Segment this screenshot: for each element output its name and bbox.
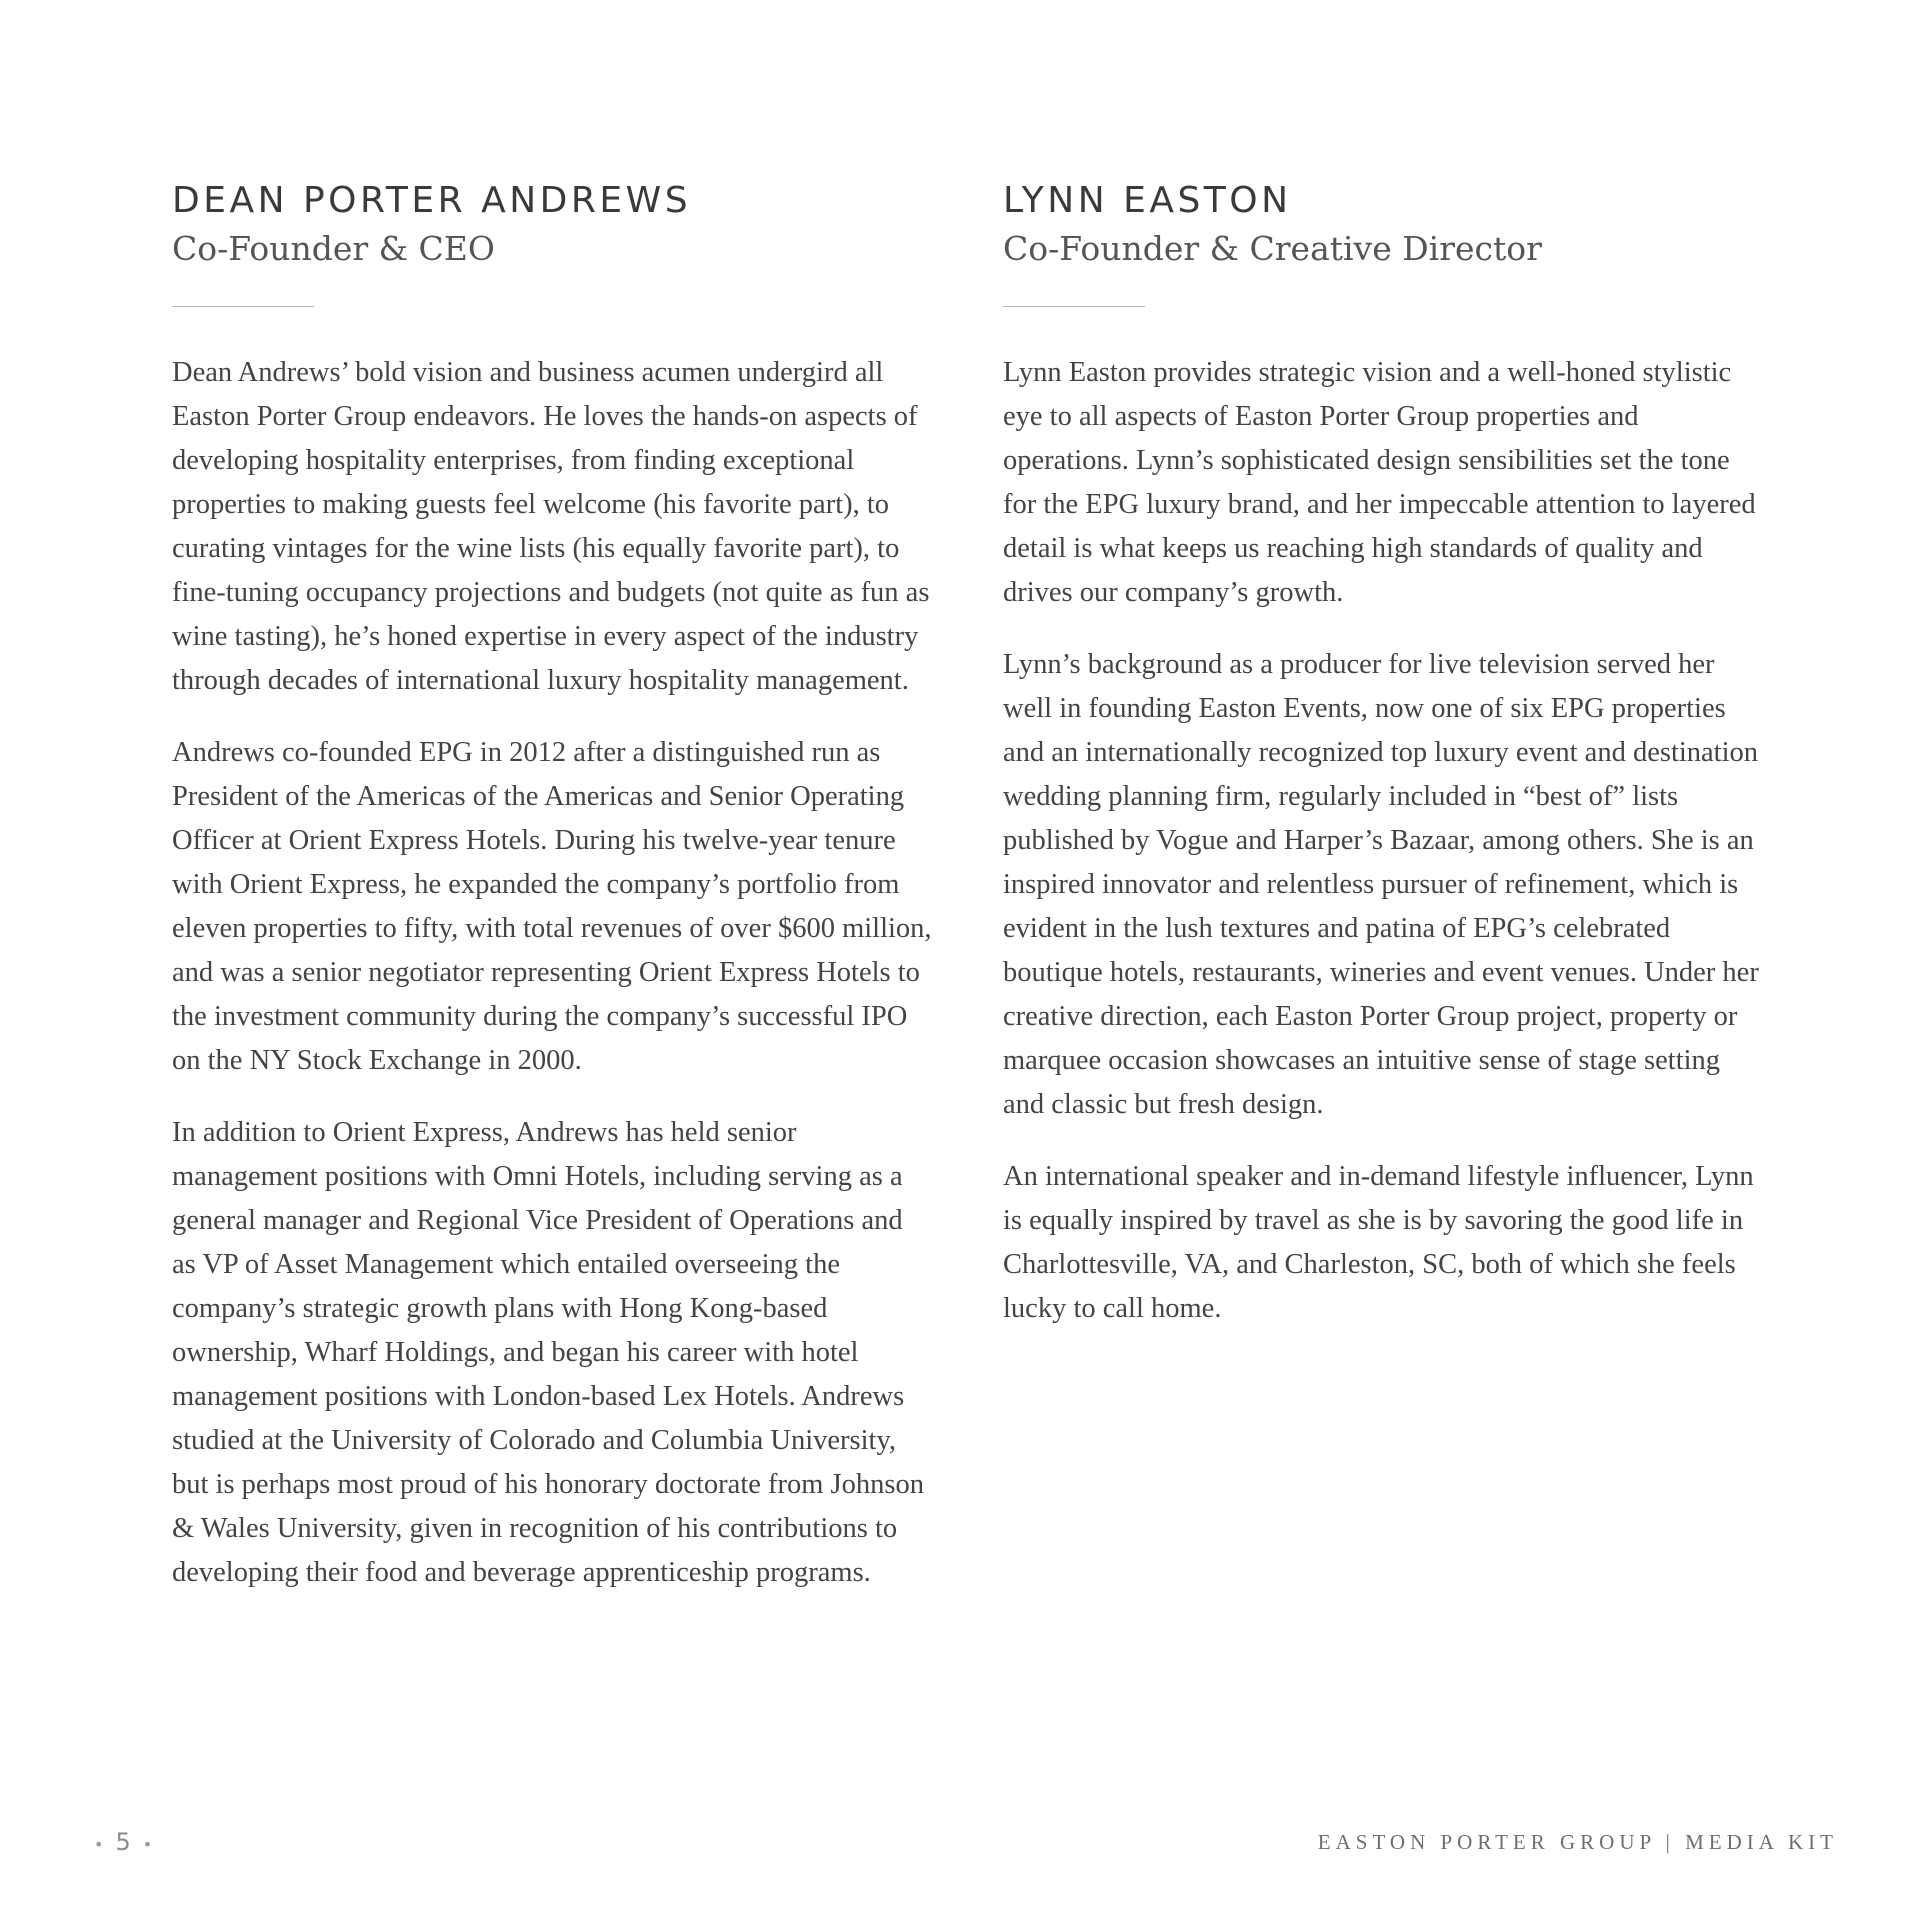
bio-dean-porter-andrews [172, 178, 932, 1623]
bio-paragraph: Dean Andrews’ bold vision and business acumen undergird all Easton Porter Group endeavors. He loves the hands-on aspects of developing hospitality enterprises, from finding exceptional properties to making guests feel welcome (his favorite part), to curating vintages for the wine lists (his equally favorite part), to fine-tuning occupancy projections and budgets (not quite as fun as wine tasting), he’s honed expertise in every aspect of the industry through decades of international luxury hospitality management. [172, 357, 930, 696]
person-name: DEAN PORTER ANDREWS [172, 180, 692, 221]
bio-text [172, 351, 932, 1595]
bio-paragraph: An international speaker and in-demand lifestyle influencer, Lynn is equally inspired by travel as she is by savoring the good life in Charlottesville, VA, and Charleston, SC, both of which she feels lucky to call home. [1003, 1161, 1754, 1324]
bio-paragraph: In addition to Orient Express, Andrews has held senior management positions with Omni Hotels, including serving as a general manager and Regional Vice President of Operations and as VP of Asset Management which entailed overseeing the company’s strategic growth plans with Hong Kong-based ownership, Wharf Holdings, and began his career with hotel management positions with London-based Lex Hotels. Andrews studied at the University of Colorado and Columbia University, but is perhaps most proud of his honorary doctorate from Johnson & Wales University, given in recognition of his contributions to developing their food and beverage apprenticeship programs. [172, 1117, 924, 1588]
bio-paragraph: Lynn’s background as a producer for live television served her well in founding Easton Events, now one of six EPG properties and an internationally recognized top luxury event and destination wedding planning firm, regularly included in “best of” lists published by Vogue and Harper’s Bazaar, among others. She is an inspired innovator and relentless pursuer of refinement, which is evident in the lush textures and patina of EPG’s celebrated boutique hotels, restaurants, wineries and event venues. Under her creative direction, each Easton Porter Group project, property or marquee occasion showcases an intuitive sense of stage setting and classic but fresh design. [1003, 649, 1759, 1120]
footer-brand: EASTON PORTER GROUP | MEDIA KIT [1317, 1830, 1838, 1854]
person-title: Co-Founder & Creative Director [1003, 229, 1542, 268]
bullet-icon: • [142, 1835, 155, 1854]
bio-paragraph: Andrews co-founded EPG in 2012 after a distinguished run as President of the Americas of the Americas and Senior Operating Officer at Orient Express Hotels. During his twelve-year tenure with Orient Express, he expanded the company’s portfolio from eleven properties to fifty, with total revenues of over $600 million, and was a senior negotiator representing Orient Express Hotels to the investment community during the company’s successful IPO on the NY Stock Exchange in 2000. [172, 737, 932, 1076]
person-name: LYNN EASTON [1003, 180, 1292, 221]
divider [172, 306, 314, 307]
person-title: Co-Founder & CEO [172, 229, 495, 268]
page-number [84, 1828, 164, 1856]
bullet-icon: • [94, 1835, 106, 1854]
page-number-value: 5 [115, 1828, 133, 1856]
bio-lynn-easton [1003, 178, 1763, 1359]
bio-text [1003, 351, 1763, 1331]
divider [1003, 306, 1145, 307]
bio-paragraph: Lynn Easton provides strategic vision and a well-honed stylistic eye to all aspects of Easton Porter Group properties and operations. Lynn’s sophisticated design sensibilities set the tone for the EPG luxury brand, and her impeccable attention to layered detail is what keeps us reaching high standards of quality and drives our company’s growth. [1003, 357, 1756, 608]
